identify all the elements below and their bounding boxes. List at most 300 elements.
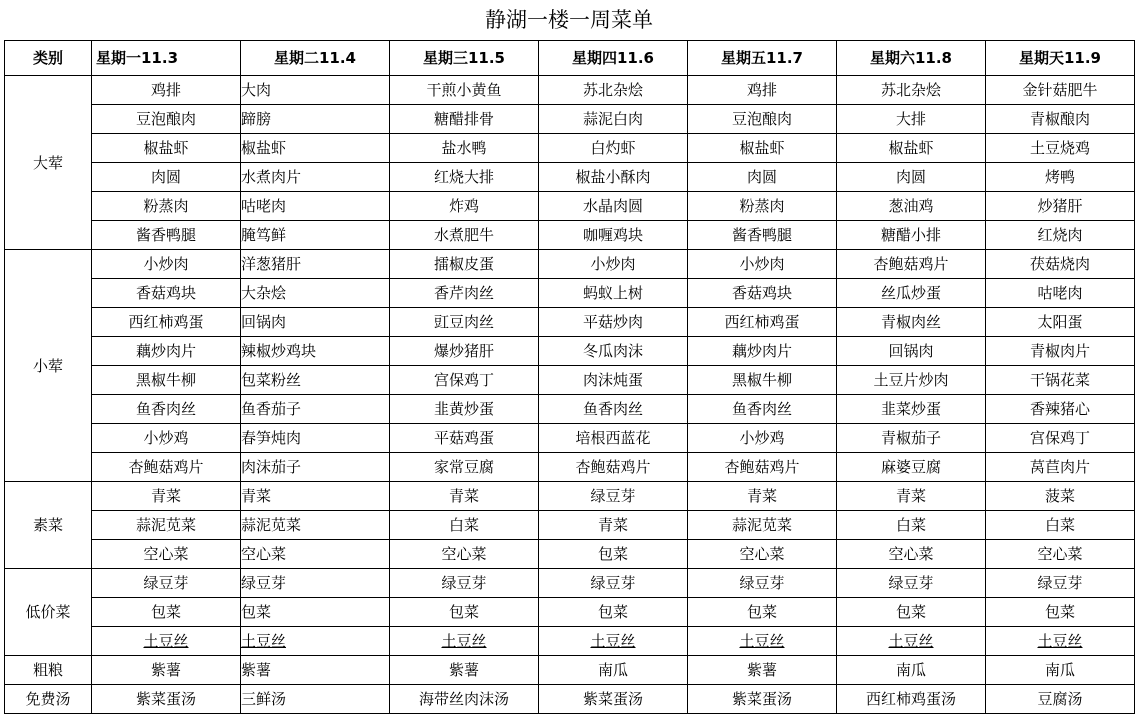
dish-cell bbox=[92, 511, 241, 540]
dish-name: 绿豆芽 bbox=[143, 574, 189, 592]
dish-name: 家常豆腐 bbox=[433, 458, 494, 476]
dish-cell bbox=[539, 453, 688, 482]
dish-cell bbox=[92, 569, 241, 598]
dish-cell bbox=[837, 685, 986, 714]
dish-cell bbox=[539, 308, 688, 337]
dish-cell bbox=[390, 540, 539, 569]
dish-name: 小炒鸡 bbox=[739, 429, 785, 447]
dish-name: 水煮肥牛 bbox=[433, 226, 494, 244]
dish-name: 苏北杂烩 bbox=[880, 81, 941, 99]
dish-cell bbox=[92, 337, 241, 366]
category-cell: 粗粮 bbox=[5, 656, 92, 685]
dish-name: 小炒肉 bbox=[590, 255, 636, 273]
dish-cell bbox=[92, 685, 241, 714]
dish-cell bbox=[837, 511, 986, 540]
dish-cell bbox=[539, 424, 688, 453]
dish-cell bbox=[688, 511, 837, 540]
dish-cell bbox=[837, 482, 986, 511]
dish-cell bbox=[92, 366, 241, 395]
dish-name: 空心菜 bbox=[143, 545, 189, 563]
dish-name: 土豆片炒肉 bbox=[873, 371, 949, 389]
dish-name: 鱼香茄子 bbox=[241, 400, 302, 418]
dish-cell bbox=[241, 134, 390, 163]
table-row bbox=[5, 424, 1135, 453]
dish-cell bbox=[241, 337, 390, 366]
header-row bbox=[5, 41, 1135, 76]
dish-cell bbox=[390, 395, 539, 424]
dish-name: 包菜 bbox=[597, 545, 628, 563]
dish-name: 青菜 bbox=[597, 516, 628, 534]
page-title: 静湖一楼一周菜单 bbox=[485, 8, 653, 32]
dish-name: 杏鲍菇鸡片 bbox=[575, 458, 651, 476]
dish-cell bbox=[986, 134, 1135, 163]
dish-name: 土豆丝 bbox=[1037, 632, 1083, 650]
dish-name: 蒜泥苋菜 bbox=[731, 516, 792, 534]
dish-name: 包菜 bbox=[746, 603, 777, 621]
dish-name: 辣椒炒鸡块 bbox=[241, 342, 317, 360]
category-cell: 低价菜 bbox=[5, 569, 92, 656]
dish-name: 青菜 bbox=[448, 487, 479, 505]
dish-cell bbox=[92, 482, 241, 511]
dish-name: 青椒茄子 bbox=[880, 429, 941, 447]
dish-cell bbox=[688, 598, 837, 627]
dish-name: 杏鲍菇鸡片 bbox=[724, 458, 800, 476]
dish-cell bbox=[241, 192, 390, 221]
dish-cell bbox=[539, 598, 688, 627]
dish-cell bbox=[539, 221, 688, 250]
dish-cell bbox=[688, 366, 837, 395]
dish-name: 空心菜 bbox=[888, 545, 934, 563]
dish-cell bbox=[986, 308, 1135, 337]
dish-name: 土豆丝 bbox=[739, 632, 785, 650]
dish-name: 爆炒猪肝 bbox=[433, 342, 494, 360]
category-header: 类别 bbox=[5, 41, 92, 76]
dish-name: 绿豆芽 bbox=[590, 574, 636, 592]
dish-cell bbox=[241, 221, 390, 250]
dish-name: 椒盐虾 bbox=[143, 139, 189, 157]
dish-cell bbox=[241, 105, 390, 134]
dish-cell bbox=[390, 627, 539, 656]
dish-cell bbox=[539, 511, 688, 540]
dish-name: 土豆丝 bbox=[241, 632, 287, 650]
dish-cell bbox=[539, 685, 688, 714]
dish-name: 茯菇烧肉 bbox=[1029, 255, 1090, 273]
dish-name: 紫薯 bbox=[241, 661, 272, 679]
dish-cell bbox=[241, 627, 390, 656]
table-row bbox=[5, 163, 1135, 192]
dish-name: 西红柿鸡蛋 bbox=[128, 313, 204, 331]
dish-cell bbox=[986, 337, 1135, 366]
dish-name: 酱香鸭腿 bbox=[135, 226, 196, 244]
dish-cell bbox=[390, 250, 539, 279]
dish-cell bbox=[688, 105, 837, 134]
dish-name: 肉沫炖蛋 bbox=[582, 371, 643, 389]
dish-cell bbox=[837, 598, 986, 627]
dish-cell bbox=[539, 569, 688, 598]
dish-name: 空心菜 bbox=[441, 545, 487, 563]
dish-name: 蒜泥苋菜 bbox=[241, 516, 302, 534]
dish-name: 丝瓜炒蛋 bbox=[880, 284, 941, 302]
dish-cell bbox=[986, 482, 1135, 511]
dish-cell bbox=[688, 685, 837, 714]
dish-name: 土豆丝 bbox=[888, 632, 934, 650]
dish-name: 黑椒牛柳 bbox=[135, 371, 196, 389]
day-header-sun: 星期天11.9 bbox=[986, 41, 1135, 76]
dish-cell bbox=[986, 453, 1135, 482]
dish-cell bbox=[539, 540, 688, 569]
dish-cell bbox=[539, 279, 688, 308]
dish-cell bbox=[241, 482, 390, 511]
dish-cell bbox=[837, 250, 986, 279]
dish-name: 包菜 bbox=[895, 603, 926, 621]
dish-name: 豆泡酿肉 bbox=[731, 110, 792, 128]
dish-cell bbox=[688, 308, 837, 337]
dish-cell bbox=[837, 366, 986, 395]
dish-name: 杏鲍菇鸡片 bbox=[873, 255, 949, 273]
dish-cell bbox=[837, 76, 986, 105]
dish-name: 白菜 bbox=[895, 516, 926, 534]
dish-name: 小炒肉 bbox=[739, 255, 785, 273]
dish-name: 大杂烩 bbox=[241, 284, 287, 302]
dish-cell bbox=[390, 308, 539, 337]
dish-cell bbox=[688, 279, 837, 308]
table-row bbox=[5, 250, 1135, 279]
dish-name: 豇豆肉丝 bbox=[433, 313, 494, 331]
day-header-wed: 星期三11.5 bbox=[390, 41, 539, 76]
day-header-mon: 星期一11.3 bbox=[92, 41, 241, 76]
dish-cell bbox=[539, 627, 688, 656]
dish-cell bbox=[986, 511, 1135, 540]
dish-cell bbox=[986, 279, 1135, 308]
dish-name: 咕咾肉 bbox=[241, 197, 287, 215]
dish-cell bbox=[92, 105, 241, 134]
dish-name: 空心菜 bbox=[739, 545, 785, 563]
dish-cell bbox=[986, 598, 1135, 627]
dish-name: 包菜粉丝 bbox=[241, 371, 302, 389]
dish-name: 香菇鸡块 bbox=[731, 284, 792, 302]
dish-cell bbox=[837, 540, 986, 569]
dish-name: 白灼虾 bbox=[590, 139, 636, 157]
dish-cell bbox=[688, 424, 837, 453]
dish-cell bbox=[837, 395, 986, 424]
dish-cell bbox=[837, 453, 986, 482]
dish-cell bbox=[390, 598, 539, 627]
dish-name: 青椒酿肉 bbox=[1029, 110, 1090, 128]
dish-cell bbox=[241, 366, 390, 395]
dish-name: 金针菇肥牛 bbox=[1022, 81, 1098, 99]
dish-name: 宫保鸡丁 bbox=[1029, 429, 1090, 447]
dish-cell bbox=[986, 424, 1135, 453]
dish-name: 肉圆 bbox=[150, 168, 181, 186]
dish-cell bbox=[837, 163, 986, 192]
dish-cell bbox=[241, 453, 390, 482]
dish-cell bbox=[92, 656, 241, 685]
dish-name: 咖喱鸡块 bbox=[582, 226, 643, 244]
category-cell: 免费汤 bbox=[5, 685, 92, 714]
category-cell: 小荤 bbox=[5, 250, 92, 482]
dish-cell bbox=[539, 395, 688, 424]
dish-name: 韭菜炒蛋 bbox=[880, 400, 941, 418]
dish-name: 藕炒肉片 bbox=[731, 342, 792, 360]
table-row bbox=[5, 337, 1135, 366]
dish-name: 土豆丝 bbox=[441, 632, 487, 650]
menu-body bbox=[5, 76, 1135, 714]
dish-cell bbox=[92, 540, 241, 569]
table-row bbox=[5, 366, 1135, 395]
dish-cell bbox=[688, 482, 837, 511]
dish-cell bbox=[837, 105, 986, 134]
dish-cell bbox=[92, 76, 241, 105]
dish-cell bbox=[241, 250, 390, 279]
dish-cell bbox=[241, 598, 390, 627]
dish-name: 太阳蛋 bbox=[1037, 313, 1083, 331]
dish-cell bbox=[986, 685, 1135, 714]
dish-name: 白菜 bbox=[1044, 516, 1075, 534]
dish-name: 春笋炖肉 bbox=[241, 429, 302, 447]
dish-cell bbox=[390, 192, 539, 221]
dish-cell bbox=[92, 279, 241, 308]
dish-name: 椒盐虾 bbox=[888, 139, 934, 157]
dish-cell bbox=[241, 569, 390, 598]
dish-name: 青菜 bbox=[746, 487, 777, 505]
day-header-sat: 星期六11.8 bbox=[837, 41, 986, 76]
dish-name: 红烧肉 bbox=[1037, 226, 1083, 244]
dish-name: 南瓜 bbox=[895, 661, 926, 679]
dish-cell bbox=[390, 105, 539, 134]
day-header-tue: 星期二11.4 bbox=[241, 41, 390, 76]
table-row bbox=[5, 76, 1135, 105]
dish-name: 紫薯 bbox=[150, 661, 181, 679]
dish-cell bbox=[390, 511, 539, 540]
dish-cell bbox=[986, 192, 1135, 221]
dish-cell bbox=[688, 540, 837, 569]
dish-cell bbox=[837, 192, 986, 221]
dish-name: 包菜 bbox=[448, 603, 479, 621]
dish-name: 紫菜蛋汤 bbox=[731, 690, 792, 708]
weekly-menu-table bbox=[4, 40, 1135, 714]
dish-name: 酱香鸭腿 bbox=[731, 226, 792, 244]
dish-cell bbox=[837, 627, 986, 656]
dish-name: 杏鲍菇鸡片 bbox=[128, 458, 204, 476]
dish-name: 肉沫茄子 bbox=[241, 458, 302, 476]
dish-name: 豆腐汤 bbox=[1037, 690, 1083, 708]
dish-cell bbox=[241, 540, 390, 569]
dish-name: 南瓜 bbox=[1044, 661, 1075, 679]
dish-name: 糖醋小排 bbox=[880, 226, 941, 244]
table-row bbox=[5, 453, 1135, 482]
dish-name: 鱼香肉丝 bbox=[582, 400, 643, 418]
dish-cell bbox=[837, 279, 986, 308]
dish-cell bbox=[539, 134, 688, 163]
category-cell: 大荤 bbox=[5, 76, 92, 250]
dish-cell bbox=[688, 453, 837, 482]
dish-name: 炒猪肝 bbox=[1037, 197, 1083, 215]
dish-name: 小炒肉 bbox=[143, 255, 189, 273]
dish-name: 鱼香肉丝 bbox=[731, 400, 792, 418]
dish-name: 绿豆芽 bbox=[241, 574, 287, 592]
dish-cell bbox=[92, 221, 241, 250]
dish-name: 绿豆芽 bbox=[739, 574, 785, 592]
dish-name: 椒盐小酥肉 bbox=[575, 168, 651, 186]
dish-cell bbox=[539, 482, 688, 511]
dish-cell bbox=[837, 308, 986, 337]
dish-name: 空心菜 bbox=[1037, 545, 1083, 563]
dish-name: 宫保鸡丁 bbox=[433, 371, 494, 389]
dish-cell bbox=[92, 308, 241, 337]
table-row bbox=[5, 134, 1135, 163]
dish-cell bbox=[688, 250, 837, 279]
dish-name: 炸鸡 bbox=[448, 197, 479, 215]
table-row bbox=[5, 540, 1135, 569]
dish-name: 干煎小黄鱼 bbox=[426, 81, 502, 99]
dish-cell bbox=[241, 308, 390, 337]
dish-name: 香辣猪心 bbox=[1029, 400, 1090, 418]
dish-cell bbox=[390, 366, 539, 395]
dish-name: 海带丝肉沫汤 bbox=[418, 690, 509, 708]
dish-cell bbox=[986, 250, 1135, 279]
dish-name: 豆泡酿肉 bbox=[135, 110, 196, 128]
dish-cell bbox=[688, 163, 837, 192]
dish-name: 紫薯 bbox=[746, 661, 777, 679]
dish-cell bbox=[837, 337, 986, 366]
day-header-thu: 星期四11.6 bbox=[539, 41, 688, 76]
dish-cell bbox=[837, 424, 986, 453]
dish-name: 包菜 bbox=[597, 603, 628, 621]
dish-cell bbox=[92, 598, 241, 627]
table-row bbox=[5, 105, 1135, 134]
dish-name: 蹄膀 bbox=[241, 110, 272, 128]
dish-cell bbox=[539, 656, 688, 685]
table-row bbox=[5, 627, 1135, 656]
dish-name: 土豆丝 bbox=[143, 632, 189, 650]
dish-name: 平菇炒肉 bbox=[582, 313, 643, 331]
dish-name: 包菜 bbox=[241, 603, 272, 621]
dish-cell bbox=[986, 395, 1135, 424]
dish-cell bbox=[688, 221, 837, 250]
dish-cell bbox=[986, 540, 1135, 569]
dish-cell bbox=[390, 163, 539, 192]
dish-name: 蒜泥苋菜 bbox=[135, 516, 196, 534]
dish-cell bbox=[390, 569, 539, 598]
dish-cell bbox=[390, 424, 539, 453]
dish-name: 水晶肉圆 bbox=[582, 197, 643, 215]
dish-cell bbox=[390, 337, 539, 366]
dish-cell bbox=[688, 569, 837, 598]
dish-name: 青菜 bbox=[895, 487, 926, 505]
dish-cell bbox=[390, 685, 539, 714]
dish-cell bbox=[539, 105, 688, 134]
dish-cell bbox=[92, 424, 241, 453]
dish-cell bbox=[986, 627, 1135, 656]
dish-name: 香芹肉丝 bbox=[433, 284, 494, 302]
dish-name: 回锅肉 bbox=[241, 313, 287, 331]
dish-name: 葱油鸡 bbox=[888, 197, 934, 215]
dish-cell bbox=[390, 221, 539, 250]
dish-name: 糖醋排骨 bbox=[433, 110, 494, 128]
dish-name: 粉蒸肉 bbox=[143, 197, 189, 215]
day-header-fri: 星期五11.7 bbox=[688, 41, 837, 76]
dish-cell bbox=[539, 366, 688, 395]
dish-name: 西红柿鸡蛋 bbox=[724, 313, 800, 331]
dish-cell bbox=[986, 569, 1135, 598]
dish-name: 菠菜 bbox=[1044, 487, 1075, 505]
dish-name: 肉圆 bbox=[746, 168, 777, 186]
dish-cell bbox=[241, 76, 390, 105]
dish-cell bbox=[688, 192, 837, 221]
dish-cell bbox=[688, 76, 837, 105]
table-row bbox=[5, 685, 1135, 714]
table-row bbox=[5, 598, 1135, 627]
dish-name: 西红柿鸡蛋汤 bbox=[865, 690, 956, 708]
dish-name: 包菜 bbox=[150, 603, 181, 621]
dish-name: 青椒肉片 bbox=[1029, 342, 1090, 360]
dish-name: 水煮肉片 bbox=[241, 168, 302, 186]
dish-name: 莴苣肉片 bbox=[1029, 458, 1090, 476]
dish-name: 鸡排 bbox=[746, 81, 777, 99]
table-row bbox=[5, 569, 1135, 598]
dish-name: 腌笃鲜 bbox=[241, 226, 287, 244]
dish-name: 粉蒸肉 bbox=[739, 197, 785, 215]
category-cell: 素菜 bbox=[5, 482, 92, 569]
dish-cell bbox=[539, 250, 688, 279]
dish-name: 鸡排 bbox=[150, 81, 181, 99]
dish-name: 青菜 bbox=[150, 487, 181, 505]
dish-cell bbox=[390, 453, 539, 482]
dish-name: 鱼香肉丝 bbox=[135, 400, 196, 418]
dish-cell bbox=[390, 76, 539, 105]
dish-name: 大肉 bbox=[241, 81, 272, 99]
dish-name: 干锅花菜 bbox=[1029, 371, 1090, 389]
dish-name: 绿豆芽 bbox=[441, 574, 487, 592]
dish-cell bbox=[539, 337, 688, 366]
dish-name: 包菜 bbox=[1044, 603, 1075, 621]
dish-name: 回锅肉 bbox=[888, 342, 934, 360]
table-row bbox=[5, 511, 1135, 540]
table-row bbox=[5, 221, 1135, 250]
dish-name: 平菇鸡蛋 bbox=[433, 429, 494, 447]
dish-name: 黑椒牛柳 bbox=[731, 371, 792, 389]
dish-name: 咕咾肉 bbox=[1037, 284, 1083, 302]
dish-name: 蒜泥白肉 bbox=[582, 110, 643, 128]
dish-cell bbox=[92, 192, 241, 221]
dish-name: 小炒鸡 bbox=[143, 429, 189, 447]
dish-name: 南瓜 bbox=[597, 661, 628, 679]
dish-name: 椒盐虾 bbox=[241, 139, 287, 157]
dish-cell bbox=[837, 656, 986, 685]
table-row bbox=[5, 279, 1135, 308]
dish-name: 麻婆豆腐 bbox=[880, 458, 941, 476]
dish-cell bbox=[92, 453, 241, 482]
dish-cell bbox=[837, 221, 986, 250]
dish-name: 盐水鸭 bbox=[441, 139, 487, 157]
dish-name: 香菇鸡块 bbox=[135, 284, 196, 302]
dish-cell bbox=[92, 395, 241, 424]
dish-cell bbox=[241, 656, 390, 685]
dish-name: 苏北杂烩 bbox=[582, 81, 643, 99]
dish-cell bbox=[688, 395, 837, 424]
dish-cell bbox=[688, 337, 837, 366]
dish-cell bbox=[986, 76, 1135, 105]
dish-cell bbox=[92, 627, 241, 656]
table-row bbox=[5, 395, 1135, 424]
dish-name: 紫菜蛋汤 bbox=[135, 690, 196, 708]
dish-cell bbox=[92, 250, 241, 279]
dish-name: 白菜 bbox=[448, 516, 479, 534]
dish-name: 烤鸭 bbox=[1044, 168, 1075, 186]
dish-cell bbox=[539, 163, 688, 192]
dish-name: 藕炒肉片 bbox=[135, 342, 196, 360]
table-row bbox=[5, 482, 1135, 511]
